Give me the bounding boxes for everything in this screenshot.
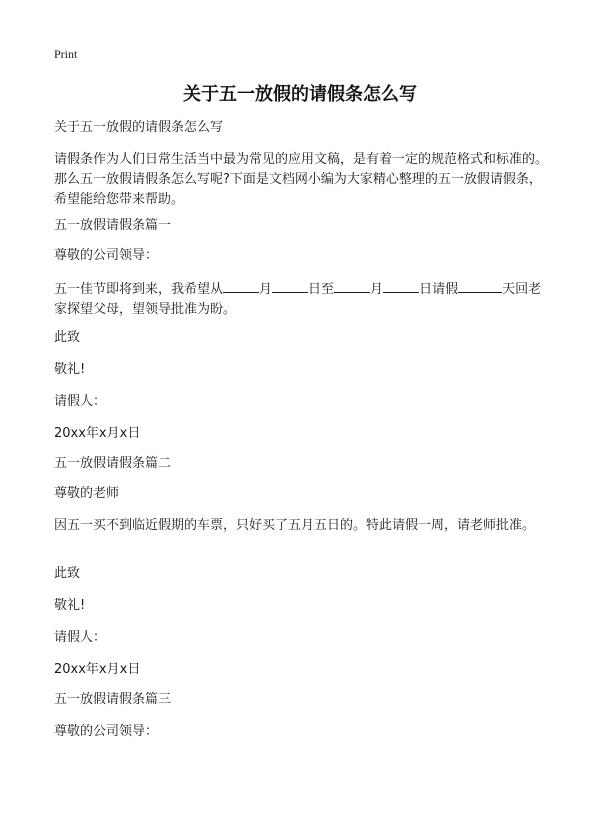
section2-closing-2: 敬礼!	[54, 598, 86, 613]
section2-signer: 请假人：	[54, 630, 107, 645]
day-blank	[272, 278, 308, 293]
section2-body: 因五一买不到临近假期的车票，只好买了五月五日的。特此请假一周，请老师批准。	[54, 518, 536, 533]
section3-greeting: 尊敬的公司领导：	[54, 724, 159, 739]
section1-body-part2: 天回老家探望父母，望领导批准为盼。	[54, 282, 542, 317]
section1-month2: 月	[370, 282, 384, 297]
section1-signer: 请假人：	[54, 394, 107, 409]
days-blank	[458, 278, 502, 293]
section1-heading: 五一放假请假条篇一	[54, 218, 172, 233]
section3-heading: 五一放假请假条篇三	[54, 692, 172, 707]
month-blank	[334, 278, 370, 293]
document-title: 关于五一放假的请假条怎么写	[183, 84, 417, 105]
month-blank	[223, 278, 259, 293]
section2-heading: 五一放假请假条篇二	[54, 456, 172, 471]
day-blank	[383, 278, 419, 293]
intro-paragraph: 请假条作为人们日常生活当中最为常见的应用文稿，是有着一定的规范格式和标准的。那么五一放假请假条怎么写呢?下面是文档网小编为大家精心整理的五一放假请假条，希望能给您带来帮助。	[54, 152, 549, 207]
section1-month1: 月	[259, 282, 273, 297]
section1-body-part1: 五一佳节即将到来，我希望从	[54, 282, 224, 297]
section1-closing-2: 敬礼!	[54, 362, 86, 377]
section1-greeting: 尊敬的公司领导：	[54, 248, 159, 263]
section1-closing-1: 此致	[54, 330, 81, 345]
section1-day1: 日至	[308, 282, 335, 297]
section2-date: 20xx年x月x日	[54, 662, 141, 677]
section2-greeting: 尊敬的老师	[54, 486, 120, 501]
section1-day2: 日请假	[419, 282, 459, 297]
section2-closing-1: 此致	[54, 566, 81, 581]
print-link[interactable]: Print	[54, 47, 78, 61]
section1-body	[54, 278, 554, 320]
section1-date: 20xx年x月x日	[54, 426, 141, 441]
document-subtitle: 关于五一放假的请假条怎么写	[54, 120, 224, 135]
